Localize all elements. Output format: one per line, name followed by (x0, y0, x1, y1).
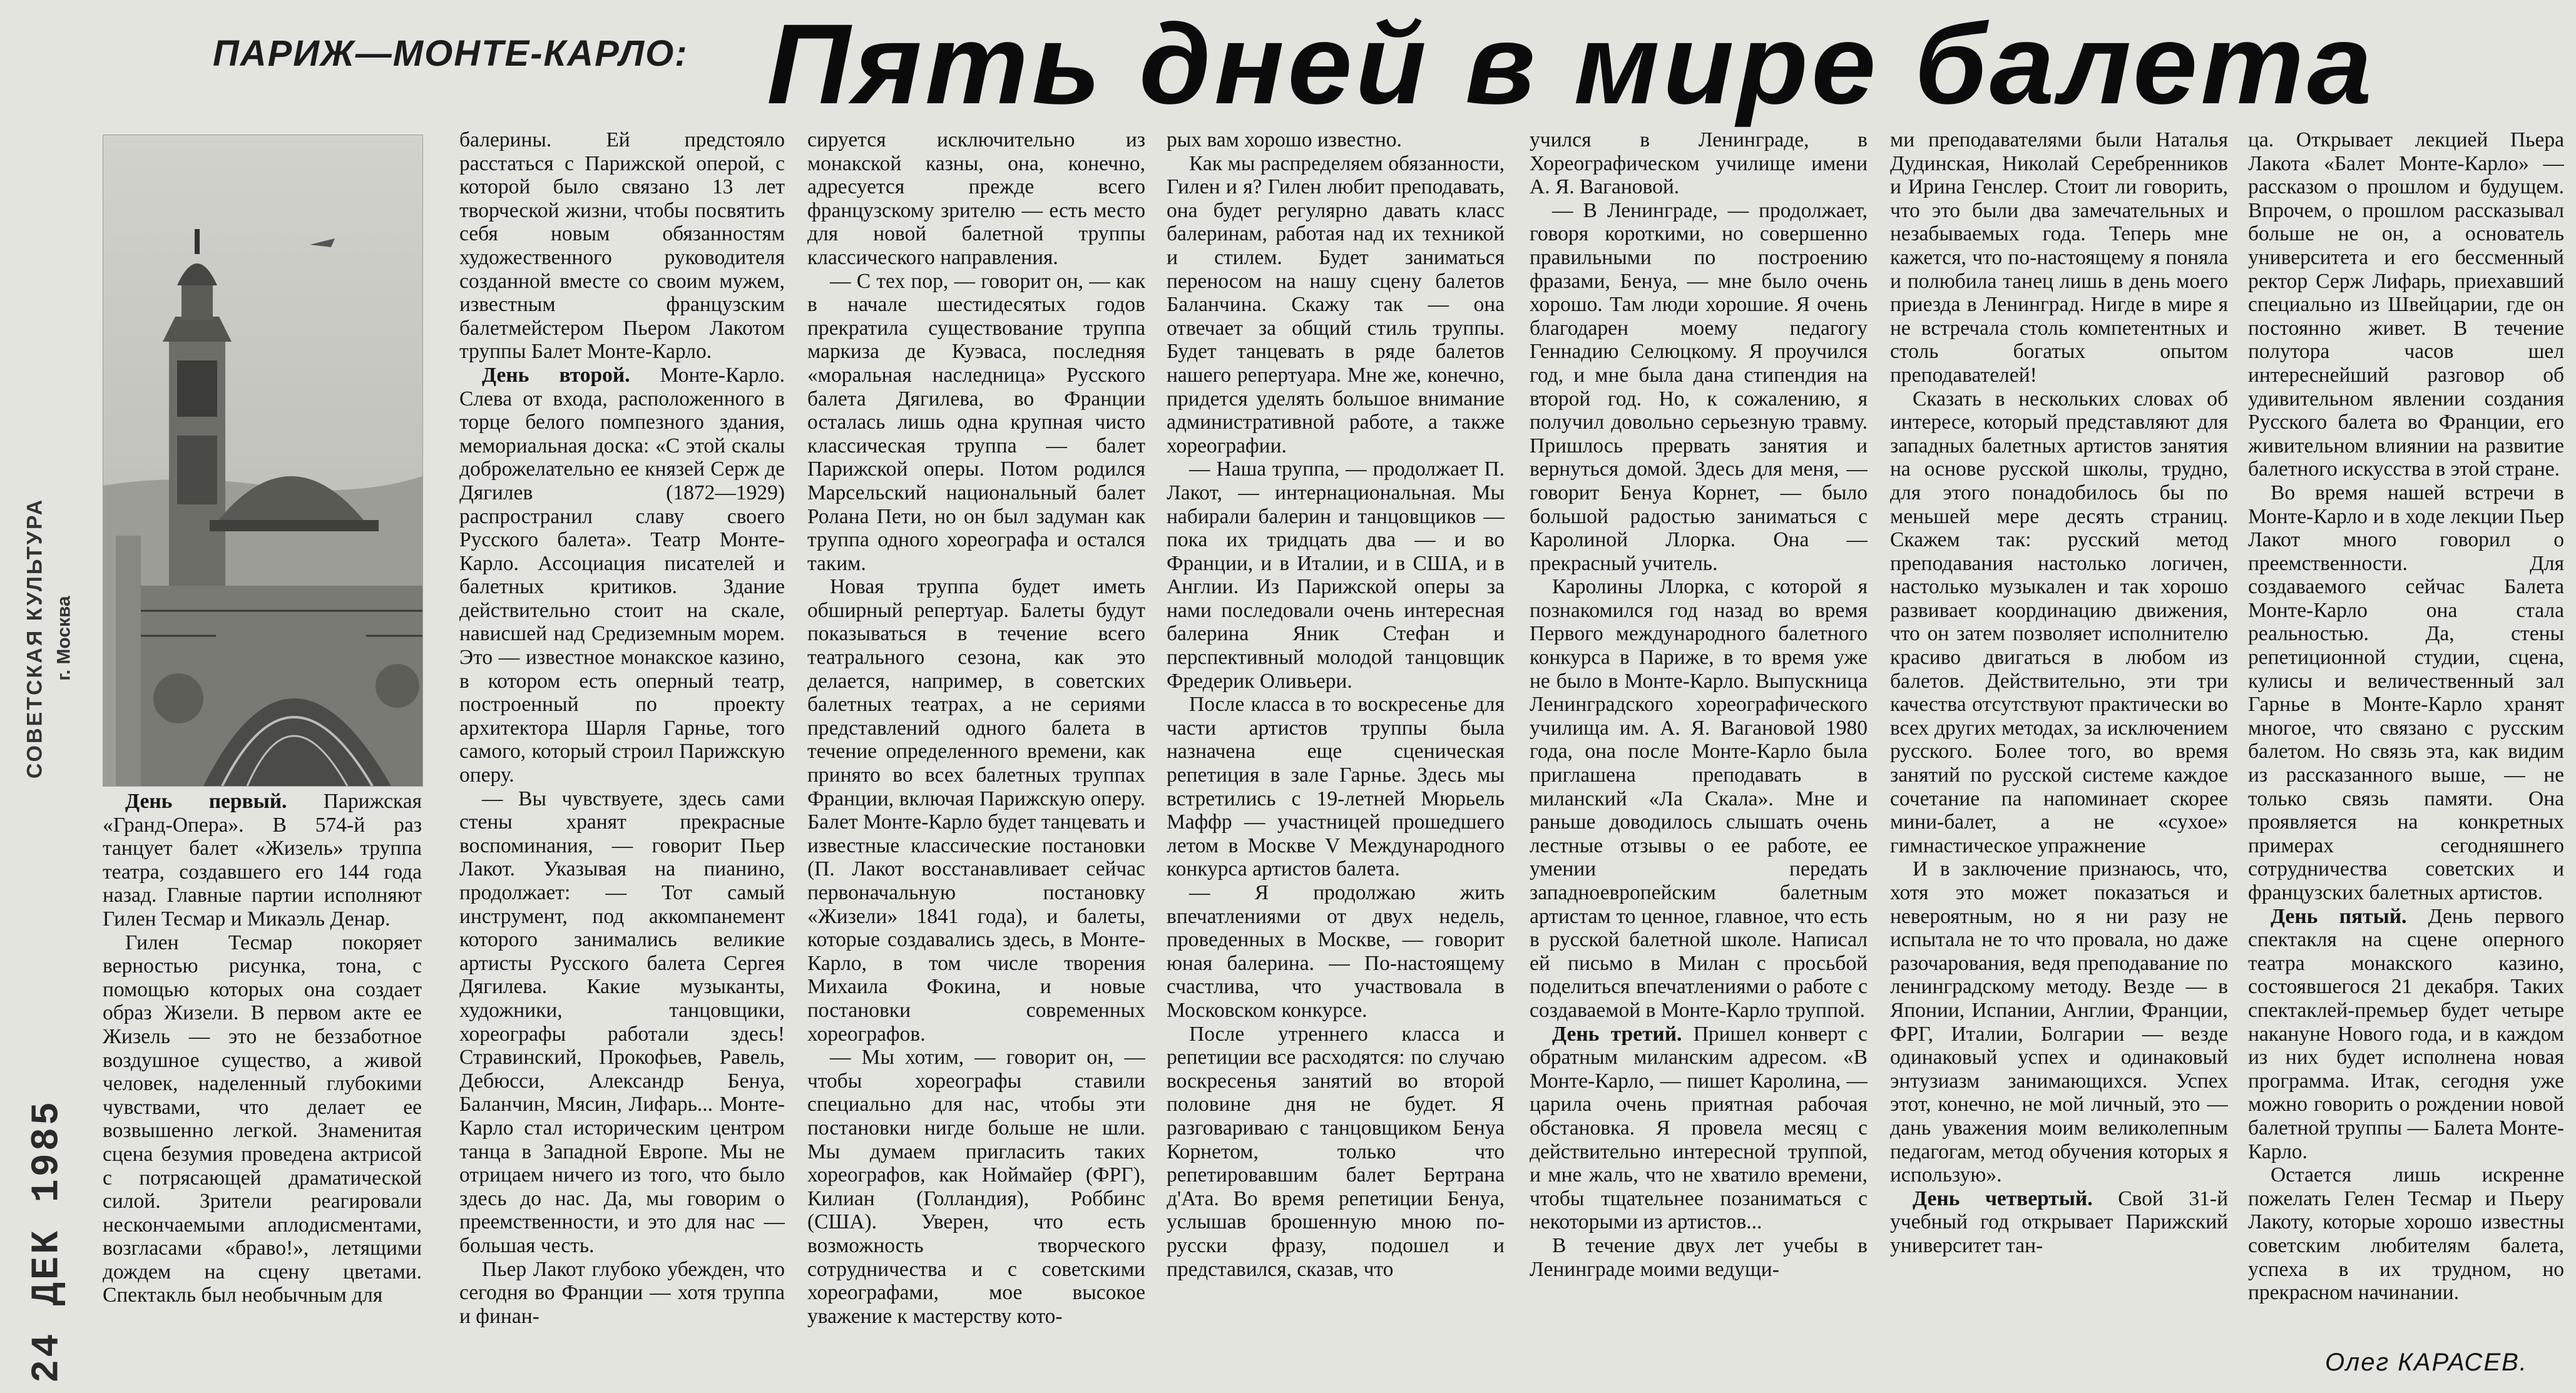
day-heading: День второй. (482, 363, 630, 387)
day-heading: День пятый. (2271, 904, 2407, 928)
paragraph-text: балерины. Ей предстояло расстаться с Парижской оперой, с которой было связано 13 лет творческой жизни, чтобы посвятить себя новым обязанностям художественного руководителя созданной вместе со своим мужем, известным французским балетмейстером Пьером Лакотом труппы Балет Монте-Карло. (459, 128, 785, 364)
monte-carlo-photo (103, 135, 423, 787)
paragraph (459, 128, 785, 364)
paragraph-text: — С тех пор, — говорит он, — как в начале шестидесятых годов прекратила существование труппа маркиза де Куэваса, последняя «моральная наследница» Русского балета Дягилева, во Франции осталась лишь одна крупная чисто классическая труппа — балет Парижской оперы. Потом родился Марсельский национальный балет Ролана Пети, но он был задуман как труппа одного хореографа и остался таким. (807, 269, 1145, 575)
paragraph-text: Гилен Тесмар покоряет верностью рисунка, тона, с помощью которых она создает образ Жизели. В первом акте ее Жизель — это не беззаботное воздушное существо, а живой человек, наделенный глубокими чувствами, что делает ее возвышенно легкой. Знаменитая сцена безумия проведена актрисой с потрясающей драматической силой. Зрители реагировали нескончаемыми аплодисментами, возгласами «браво!», летящими дождем на сцену цветами. Спектакль был необычным для (103, 931, 422, 1307)
article-column-7 (2248, 128, 2564, 1345)
author-signature: Олег КАРАСЕВ. (2325, 1349, 2528, 1376)
paragraph (459, 787, 785, 1258)
masthead-city: г. Москва (53, 596, 74, 681)
date-stamp (13, 1099, 81, 1383)
day-heading: День первый. (125, 790, 287, 813)
day-heading: День третий. (1552, 1022, 1682, 1046)
rubric-heading: ПАРИЖ—МОНТЕ-КАРЛО: (213, 33, 688, 74)
paragraph-text: Свой 31-й учебный год открывает Парижский университет тан- (1890, 1186, 2228, 1257)
paragraph-text: Остается лишь искренне пожелать Гелен Тесмар и Пьеру Лакоту, которые хорошо известны советским любителям балета, успеха в их трудном, но прекрасном начинании. (2248, 1163, 2564, 1305)
article-column-6 (1890, 128, 2228, 1389)
paragraph (1530, 575, 1868, 1022)
paragraph (1167, 693, 1505, 881)
paragraph (807, 270, 1145, 576)
paragraph-text: Пришел конверт с обратным миланским адресом. «В Монте-Карло, — пишет Каролина, — царила очень приятная рабочая обстановка. Я провела месяц с действительно интересной труппой, и мне жаль, что не хватило времени, чтобы тщательнее позаниматься с некоторыми из артистов... (1530, 1022, 1868, 1234)
paragraph-text: Сказать в нескольких словах об интересе, который представляют для западных балетных артистов занятия на основе русской школы, трудно, для этого понадобилось бы по меньшей мере десять страниц. Скажем так: русский метод преподавания настолько логичен, настолько музыкален и так хорошо развивает координацию движения, что он затем позволяет исполнителю красиво двигаться в любом из балетов. Действительно, эти три качества отсутствуют практически во всех других методах, за исключением русского. Более того, во время занятий по русской системе каждое сочетание па напоминает скорее мини-балет, а не «сухое» гимнастическое упражнение (1890, 387, 2228, 857)
paragraph (103, 790, 422, 931)
article-column-2 (459, 128, 785, 1389)
paragraph (2248, 1163, 2564, 1305)
paragraph (1530, 128, 1868, 199)
paragraph-text: И в заключение признаюсь, что, хотя это может показаться и невероятным, но я ни разу не испытала не то что провала, но даже разочарования, ведя преподавание по ленинградскому методу. Везде — в Японии, Испании, Англии, Франции, ФРГ, Италии, Болгарии — везде одинаковый успех и одинаковый энтузиазм занимающихся. Успех этот, конечно, не мой личный, это — дань уважения моим великолепным педагогам, метод обучения которых я использую». (1890, 857, 2228, 1187)
paragraph-text: Пьер Лакот глубоко убежден, что сегодня во Франции — хотя труппа и финан- (459, 1257, 785, 1328)
paragraph-text: Как мы распределяем обязанности, Гилен и я? Гилен любит преподавать, она будет регулярно давать класс балеринам, работая над их техникой и стилем. Будет заниматься переносом на нашу сцену балетов Баланчина. Скажу так — она отвечает за общий стиль труппы. Будет танцевать в ряде балетов нашего репертуара. Мне же, конечно, придется уделять большое внимание административной работе, а также хореографии. (1167, 151, 1505, 457)
paragraph-text: После утреннего класса и репетиции все расходятся: по случаю воскресенья занятий во второй половине дня не будет. Я разговариваю с танцовщиком Бенуа Корнетом, только что репетировавшим балет Бертрана д'Ата. Во время репетиции Бенуа, услышав брошенную мною по-русски фразу, подошел и представился, сказав, что (1167, 1022, 1505, 1281)
paragraph (1167, 152, 1505, 458)
headline: Пять дней в мире балета (767, 0, 2375, 128)
paragraph-text: Парижская «Гранд-Опера». В 574-й раз танцует балет «Жизель» труппа театра, создавшего его 144 года назад. Главные партии исполняют Гилен Тесмар и Микаэль Денар. (103, 790, 422, 931)
paragraph (1890, 857, 2228, 1186)
paragraph-text: рых вам хорошо известно. (1167, 128, 1402, 151)
paragraph (1890, 1187, 2228, 1258)
paragraph-text: После класса в то воскресенье для части артистов труппы была назначена еще сценическая репетиция в зале Гарнье. Здесь мы встретились с 19-летней Мюрьель Маффр — участницей прошедшего летом в Москве V Международного конкурса артистов балета. (1167, 693, 1505, 881)
paragraph (807, 575, 1145, 1046)
paragraph-text: Каролины Ллорка, с которой я познакомился год назад во время Первого международного балетного конкурса в Париже, в то время уже не было в Монте-Карло. Выпускница Ленинградского хореографического училища им. А. Я. Вагановой 1980 года, она после Монте-Карло была приглашена преподавать в миланский «Ла Скала». Мне и раньше доводилось слышать очень лестные отзывы о ее работе, ее умении передать западноевропейским балетным артистам то ценное, главное, что есть в русской балетной школе. Написал ей письмо в Милан с просьбой поделиться впечатлениями о работе с создаваемой в Монте-Карло труппой. (1530, 575, 1868, 1022)
paragraph-text: День первого спектакля на сцене оперного театра монакского казино, состоявшегося 21 декабря. Таких спектаклей-премьер будет четыре накануне Нового года, и в каждом из них будет исполнена новая программа. Итак, сегодня уже можно говорить о рождении новой балетной труппы — Балета Монте-Карло. (2248, 904, 2564, 1163)
paragraph (1167, 1023, 1505, 1282)
paragraph-text: ца. Открывает лекцией Пьера Лакота «Балет Монте-Карло» — рассказом о прошлом и будущем. Впрочем, о прошлом рассказывал больше не он, а основатель университета и его бессменный ректор Серж Лифарь, приехавший специально из Швейцарии, где он постоянно живет. В течение полутора часов шел интереснейший разговор об удивительном явлении создания Русского балета во Франции, его живительном влиянии на развитие балетного искусства в этой стране. (2248, 128, 2564, 481)
paragraph (1167, 457, 1505, 693)
paragraph (2248, 128, 2564, 481)
paragraph-text: Монте-Карло. Слева от входа, расположенного в торце белого помпезного здания, мемориальная доска: «С этой скалы доброжелательно ее князей Серж де Дягилев (1872—1929) распространил славу своего Русского балета». Театр Монте-Карло. Ассоциация писателей и балетных критиков. Здание действительно стоит на скале, нависшей над Средиземным морем. Это — известное монакское казино, в котором есть оперный театр, построенный по проекту архитектора Шарля Гарнье, того самого, который строил Парижскую оперу. (459, 363, 785, 787)
paragraph (1530, 1234, 1868, 1281)
paragraph (807, 1046, 1145, 1328)
paragraph (1530, 1023, 1868, 1234)
paragraph-text: учился в Ленинграде, в Хореографическом училище имени А. Я. Вагановой. (1530, 128, 1868, 199)
paragraph-text: В течение двух лет учебы в Ленинграде моими ведущи- (1530, 1233, 1868, 1281)
photo-illustration (103, 135, 422, 786)
paragraph (2248, 905, 2564, 1164)
paragraph (459, 1258, 785, 1329)
newspaper-masthead (20, 476, 78, 801)
paragraph (1167, 128, 1505, 152)
paragraph-text: сируется исключительно из монакской казны, она, конечно, адресуется прежде всего французскому зрителю — есть место для новой балетной труппы классического направления. (807, 128, 1145, 269)
paragraph-text: — В Ленинграде, — продолжает, говоря короткими, но совершенно правильными по построению фразами, Бенуа, — мне было очень хорошо. Там люди хорошие. Я очень благодарен моему педагогу Геннадию Селюцкому. Я проучился год, и мне была дана стипендия на второй год. Но, к сожалению, я получил довольно серьезную травму. Пришлось прервать занятия и вернуться домой. Здесь для меня, — говорит Бенуа Корнет, — было большой радостью заниматься с Каролиной Ллорка. Она — прекрасный учитель. (1530, 198, 1868, 575)
day-heading: День четвертый. (1913, 1186, 2093, 1210)
article-column-1 (103, 790, 422, 1387)
paragraph-text: — Я продолжаю жить впечатлениями от двух недель, проведенных в Москве, — говорит юная балерина. — По-настоящему счастлива, что участвовала в Московском конкурсе. (1167, 881, 1505, 1022)
article-column-4 (1167, 128, 1505, 1389)
article-column-3 (807, 128, 1145, 1389)
masthead-title: СОВЕТСКАЯ КУЛЬТУРА (23, 498, 47, 779)
paragraph-text: ми преподавателями были Наталья Дудинская, Николай Серебренников и Ирина Генслер. Стоит ли говорить, что это были два замечательных и незабываемых года. Теперь мне кажется, что по-настоящему я поняла и полюбила танец лишь в день моего приезда в Ленинград. Нигде в мире я не встречала столь компетентных и столь богатых опытом преподавателей! (1890, 128, 2228, 387)
paragraph-text: — Мы хотим, — говорит он, — чтобы хореографы ставили специально для нас, чтобы эти постановки нигде больше не шли. Мы думаем пригласить таких хореографов, как Ноймайер (ФРГ), Килиан (Голландия), Роббинс (США). Уверен, что есть возможность творческого сотрудничества и с советскими хореографами, мое высокое уважение к мастерству кото- (807, 1046, 1145, 1328)
paragraph (459, 364, 785, 787)
paragraph-text: — Наша труппа, — продолжает П. Лакот, — интернациональная. Мы набирали балерин и танцовщиков — пока их тридцать два — и во Франции, и в Италии, и в США, и в Англии. Из Парижской оперы за нами последовали очень интересная балерина Яник Стефан и перспективный молодой танцовщик Фредерик Оливьери. (1167, 457, 1505, 693)
paragraph (1530, 199, 1868, 576)
paragraph-text: Во время нашей встречи в Монте-Карло и в ходе лекции Пьер Лакот много говорил о преемственности. Для создаваемого сейчас Балета Монте-Карло она стала реальностью. Да, стены репетиционной студии, сцена, кулисы и величественный зал Гарнье в Монте-Карло хранят многое, что связано с русским балетом. Но связь эта, как видим из рассказанного выше, — не только связь памяти. Она проявляется на конкретных примерах сегодняшнего сотрудничества советских и французских балетных артистов. (2248, 481, 2564, 904)
date-stamp-text: 24 ДЕК 1985 (24, 1099, 69, 1383)
paragraph (807, 128, 1145, 270)
paragraph (103, 931, 422, 1308)
paragraph (1167, 881, 1505, 1023)
paragraph-text: Новая труппа будет иметь обширный репертуар. Балеты будут показываться в течение всего театрального сезона, как это делается, например, в советских балетных театрах, а не сериями представлений одного балета в течение определенного времени, как принято во всех балетных труппах Франции, включая Парижскую оперу. Балет Монте-Карло будет танцевать и известные классические постановки (П. Лакот восстанавливает сейчас первоначальную постановку «Жизели» 1841 года), и балеты, которые создавались здесь, в Монте-Карло, в том числе творения Михаила Фокина, и новые постановки современных хореографов. (807, 575, 1145, 1046)
paragraph-text: — Вы чувствуете, здесь сами стены хранят прекрасные воспоминания, — говорит Пьер Лакот. Указывая на пианино, продолжает: — Тот самый инструмент, под аккомпанемент которого занимались великие артисты Русского балета Сергея Дягилева. Какие музыканты, художники, танцовщики, хореографы работали здесь! Стравинский, Прокофьев, Равель, Дебюсси, Александр Бенуа, Баланчин, Мясин, Лифарь... Монте-Карло стал историческим центром танца в Западной Европе. Мы не отрицаем ничего из того, что было здесь до нас. Да, мы говорим о преемственности, и это для нас — большая честь. (459, 787, 785, 1257)
paragraph (2248, 481, 2564, 905)
paragraph (1890, 387, 2228, 858)
article-column-5 (1530, 128, 1868, 1389)
paragraph (1890, 128, 2228, 387)
